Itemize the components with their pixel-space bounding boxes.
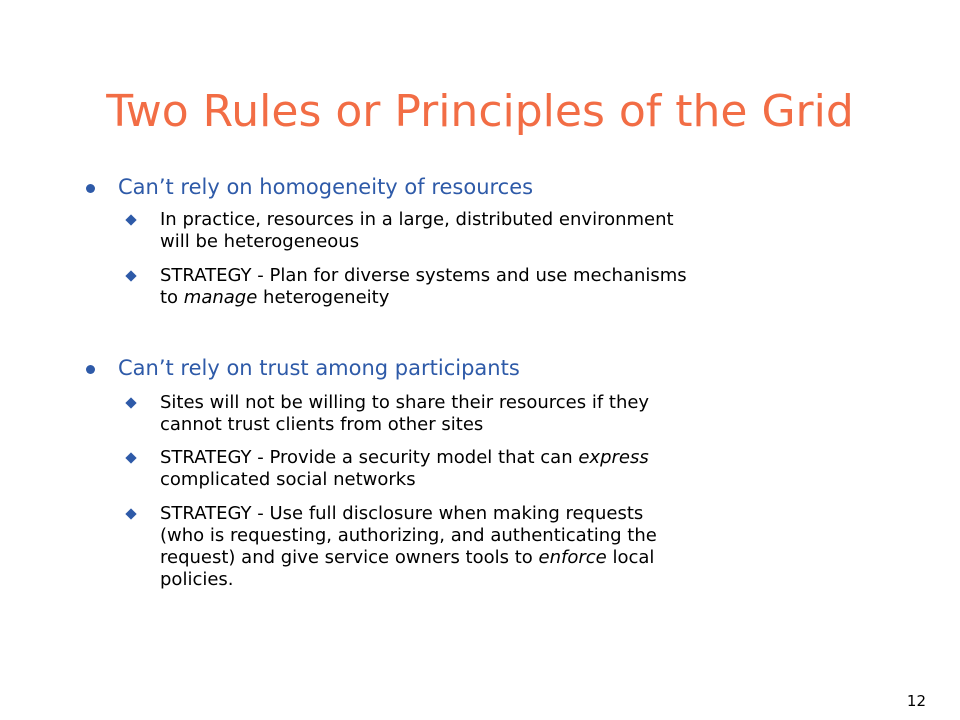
- sub-bullet-2-2: [160, 447, 880, 491]
- sub-bullet-line: Sites will not be willing to share their resources if they: [160, 392, 650, 413]
- bullet-point-2: [118, 355, 520, 381]
- sub-bullet-line: policies.: [160, 569, 234, 590]
- bullet-point-text: Can’t rely on trust among participants: [118, 356, 520, 380]
- emphasized-text: enforce: [538, 547, 607, 568]
- sub-bullet-line: STRATEGY - Use full disclosure when making requests: [160, 503, 644, 524]
- sub-bullet-line: STRATEGY - Plan for diverse systems and use mechanisms: [160, 265, 687, 286]
- emphasized-text: express: [578, 447, 649, 468]
- bullet-point-1: [118, 174, 533, 200]
- sub-bullet-line: [160, 447, 880, 469]
- sub-bullet-2-1: [160, 392, 880, 436]
- sub-bullet-line: will be heterogeneous: [160, 231, 360, 252]
- emphasized-text: manage: [183, 287, 258, 308]
- diamond-bullet-icon: [125, 452, 136, 463]
- bullet-point-text: Can’t rely on homogeneity of resources: [118, 175, 534, 199]
- sub-bullet-2-3: [160, 503, 880, 591]
- text-run: local: [606, 547, 655, 568]
- page-number: 12: [906, 692, 926, 710]
- diamond-bullet-icon: [125, 397, 136, 408]
- sub-bullet-1-2: [160, 265, 880, 309]
- sub-bullet-line: [160, 547, 880, 569]
- sub-bullet-line: complicated social networks: [160, 469, 416, 490]
- diamond-bullet-icon: [125, 508, 136, 519]
- round-bullet-icon: [86, 365, 95, 374]
- sub-bullet-1-1: [160, 209, 880, 253]
- text-run: request) and give service owners tools to: [160, 547, 539, 568]
- round-bullet-icon: [86, 184, 95, 193]
- diamond-bullet-icon: [125, 270, 136, 281]
- text-run: heterogeneity: [257, 287, 390, 308]
- sub-bullet-line: In practice, resources in a large, distributed environment: [160, 209, 674, 230]
- slide-title: Two Rules or Principles of the Grid: [106, 86, 854, 137]
- sub-bullet-line: (who is requesting, authorizing, and authenticating the: [160, 525, 657, 546]
- sub-bullet-line: [160, 287, 880, 309]
- text-run: to: [160, 287, 184, 308]
- text-run: STRATEGY - Provide a security model that can: [160, 447, 579, 468]
- sub-bullet-line: cannot trust clients from other sites: [160, 414, 484, 435]
- diamond-bullet-icon: [125, 214, 136, 225]
